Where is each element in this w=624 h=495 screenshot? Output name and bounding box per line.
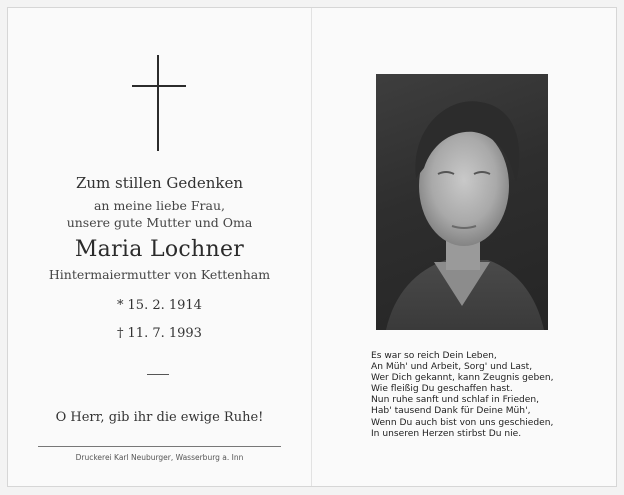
headline: Zum stillen Gedenken	[75, 174, 244, 192]
dedication-line-1: an meine liebe Frau,	[93, 198, 226, 213]
birth-line	[8, 298, 311, 313]
poem-line: In unseren Herzen stirbst Du nie.	[371, 428, 522, 439]
birth-date: 15. 2. 1914	[127, 298, 202, 313]
poem-line: An Müh' und Arbeit, Sorg' und Last,	[371, 362, 533, 373]
cross-vertical-bar	[157, 55, 159, 151]
deceased-subtitle: Hintermaiermutter von Kettenham	[48, 267, 271, 282]
poem-line: Wie fleißig Du geschaffen hast.	[371, 384, 513, 395]
prayer-text: O Herr, gib ihr die ewige Ruhe!	[55, 410, 264, 425]
portrait-image	[376, 74, 548, 330]
birth-symbol: *	[117, 298, 124, 313]
printer-rule	[38, 446, 281, 447]
separator-dash	[147, 374, 169, 375]
poem-line: Wenn Du auch bist von uns geschieden,	[371, 417, 554, 428]
right-panel	[312, 8, 616, 486]
printer-credit: Druckerei Karl Neuburger, Wasserburg a. Inn	[75, 453, 244, 462]
poem	[371, 351, 611, 440]
death-symbol: †	[117, 326, 124, 341]
poem-line: Hab' tausend Dank für Deine Müh',	[371, 406, 531, 417]
cross-icon	[132, 55, 186, 151]
deceased-name: Maria Lochner	[74, 237, 245, 262]
poem-line: Es war so reich Dein Leben,	[371, 351, 497, 361]
portrait-photo	[376, 74, 548, 330]
death-line	[8, 326, 311, 341]
poem-line: Nun ruhe sanft und schlaf in Frieden,	[371, 395, 540, 406]
death-date: 11. 7. 1993	[127, 326, 202, 341]
poem-line: Wer Dich gekannt, kann Zeugnis geben,	[371, 373, 554, 384]
cross-horizontal-bar	[132, 85, 186, 87]
dedication-line-2: unsere gute Mutter und Oma	[66, 215, 253, 230]
left-panel	[8, 8, 311, 486]
